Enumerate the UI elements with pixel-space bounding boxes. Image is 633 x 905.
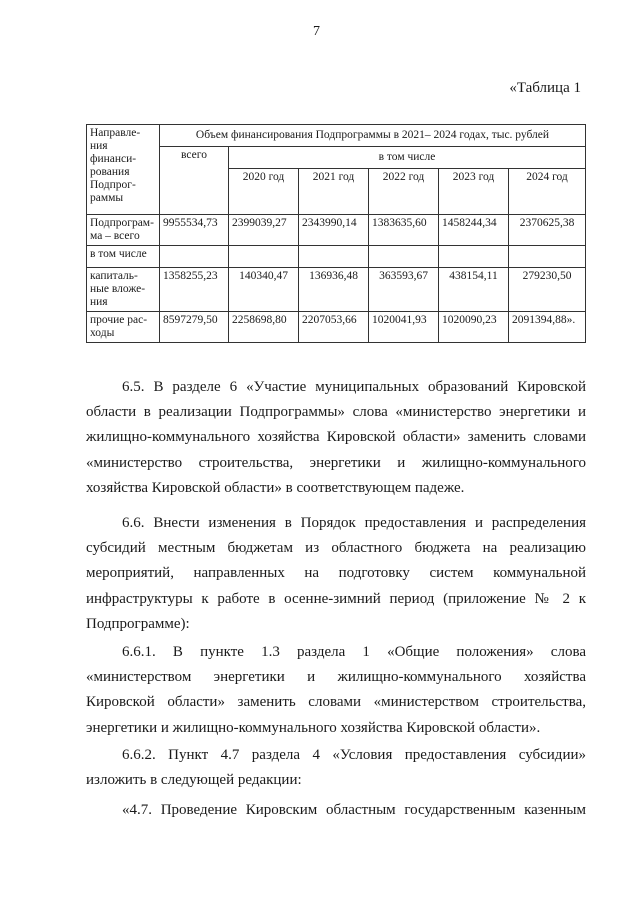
value-cell	[509, 246, 586, 268]
paragraph-line: изложить в следующей редакции:	[86, 772, 302, 789]
value-cell	[369, 246, 439, 268]
paragraph-line: «министерство строительства, энергетики и жилищно-коммунального	[86, 454, 586, 471]
paragraph-line: жилищно-коммунального хозяйства Кировской области» заменить словами	[86, 429, 586, 446]
paragraph-line: Подпрограмме):	[86, 615, 190, 632]
value-cell: 438154,11	[439, 268, 509, 312]
paragraph-4-7	[86, 798, 586, 823]
row-label-line: в том числе	[90, 248, 147, 260]
paragraph-line: «4.7. Проведение Кировским областным государственным казенным	[122, 802, 586, 818]
row-label-line: ма – всего	[90, 230, 140, 242]
paragraph-6-5	[86, 375, 586, 501]
stub-header-line: рования	[90, 166, 130, 178]
funding-table	[86, 124, 586, 343]
value-cell: 2207053,66	[299, 312, 369, 343]
table-row	[87, 246, 586, 268]
paragraph-line: инфраструктуры к работе в осенне-зимний период (приложение № 2 к	[86, 590, 586, 607]
stub-header-line: финанси-	[90, 153, 137, 165]
stub-header-line: ния	[90, 140, 108, 152]
total-cell	[160, 246, 229, 268]
paragraph-line: энергетики и жилищно-коммунального хозяйства Кировской области».	[86, 719, 541, 736]
value-cell	[229, 246, 299, 268]
value-cell: 279230,50	[509, 268, 586, 312]
total-cell: 9955534,73	[160, 215, 229, 246]
year-header: 2023 год	[439, 169, 509, 215]
row-label	[87, 312, 160, 343]
stub-header-line: Направле-	[90, 127, 141, 139]
row-label	[87, 246, 160, 268]
paragraph-line: 6.6. Внести изменения в Порядок предоставления и распределения	[122, 515, 586, 531]
stub-header-line: раммы	[90, 192, 124, 204]
value-cell: 2370625,38	[509, 215, 586, 246]
stub-header-cell	[87, 125, 160, 215]
row-label-line: ходы	[90, 327, 115, 339]
paragraph-line: 6.6.2. Пункт 4.7 раздела 4 «Условия предоставления субсидии»	[122, 747, 586, 763]
paragraph-line: субсидий местным бюджетам из областного бюджета на реализацию	[86, 540, 586, 557]
including-header: в том числе	[229, 147, 586, 169]
row-label	[87, 215, 160, 246]
value-cell: 1383635,60	[369, 215, 439, 246]
table-row	[87, 215, 586, 246]
value-cell: 1458244,34	[439, 215, 509, 246]
page-number: 7	[313, 24, 320, 39]
row-label-line: ные вложе-	[90, 283, 146, 295]
table-row	[87, 268, 586, 312]
paragraph-line: 6.5. В разделе 6 «Участие муниципальных образований Кировской	[122, 379, 586, 395]
main-header: Объем финансирования Подпрограммы в 2021– 2024 годах, тыс. рублей	[160, 125, 586, 147]
value-cell: 2343990,14	[299, 215, 369, 246]
paragraph-line: «министерством энергетики и жилищно-коммунального хозяйства	[86, 669, 586, 686]
row-label	[87, 268, 160, 312]
value-cell: 140340,47	[229, 268, 299, 312]
year-header: 2022 год	[369, 169, 439, 215]
value-cell: 136936,48	[299, 268, 369, 312]
paragraph-line: хозяйства Кировской области» в соответствующем падеже.	[86, 479, 465, 496]
row-label-line: капиталь-	[90, 270, 138, 282]
value-cell	[299, 246, 369, 268]
paragraph-line: мероприятий, направленных на подготовку систем коммунальной	[86, 565, 586, 582]
year-header: 2024 год	[509, 169, 586, 215]
value-cell: 2399039,27	[229, 215, 299, 246]
paragraph-6-6	[86, 511, 586, 637]
paragraph-line: области в реализации Подпрограммы» слова «министерство энергетики и	[86, 404, 586, 421]
paragraph-line: 6.6.1. В пункте 1.3 раздела 1 «Общие положения» слова	[122, 644, 586, 660]
value-cell: 1020090,23	[439, 312, 509, 343]
stub-header-line: Подпрог-	[90, 179, 136, 191]
paragraph-line: Кировской области» заменить словами «министерством строительства,	[86, 694, 586, 711]
year-header: 2021 год	[299, 169, 369, 215]
value-cell: 1020041,93	[369, 312, 439, 343]
value-cell: 2258698,80	[229, 312, 299, 343]
row-label-line: Подпрограм-	[90, 217, 154, 229]
value-cell: 2091394,88».	[509, 312, 586, 343]
value-cell	[439, 246, 509, 268]
table-caption: «Таблица 1	[509, 80, 581, 96]
total-cell: 8597279,50	[160, 312, 229, 343]
table-row	[87, 312, 586, 343]
row-label-line: прочие рас-	[90, 314, 148, 326]
year-header: 2020 год	[229, 169, 299, 215]
value-cell: 363593,67	[369, 268, 439, 312]
paragraph-6-6-1	[86, 640, 586, 741]
total-cell: 1358255,23	[160, 268, 229, 312]
paragraph-6-6-2	[86, 743, 586, 793]
row-label-line: ния	[90, 296, 108, 308]
total-header: всего	[160, 147, 229, 215]
